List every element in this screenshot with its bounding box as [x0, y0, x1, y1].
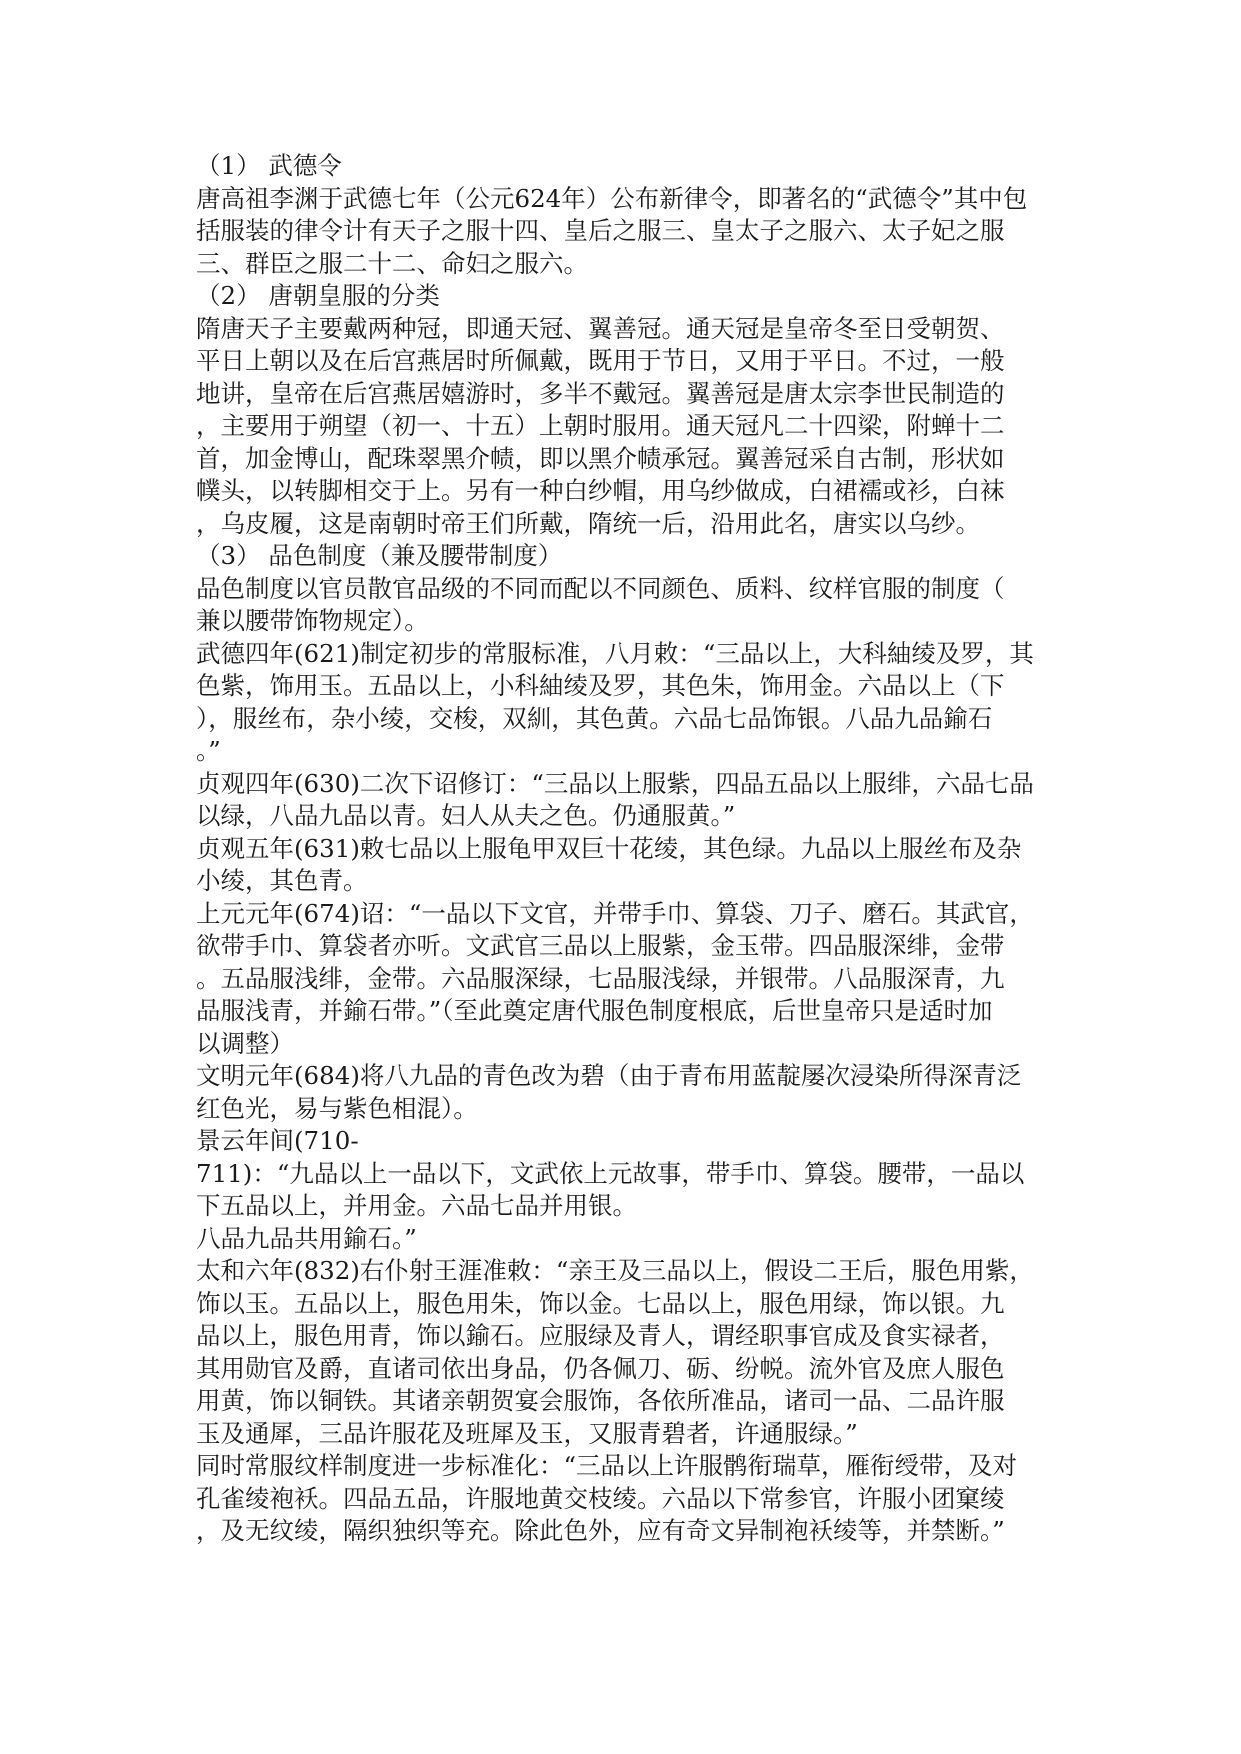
- text-line: 以调整）: [196, 1028, 294, 1058]
- text-line: 太和六年(832)右仆射王涯准敕：“亲王及三品以上，假设二王后，服色用紫，: [196, 1256, 1034, 1285]
- text-line: ），服丝布，杂小绫，交梭，双紃，其色黄。六品七品饰银。八品九品鍮石: [196, 703, 993, 733]
- text-line: 玉及通犀，三品许服花及班犀及玉，又服青碧者，许通服绿。”: [196, 1418, 858, 1448]
- text-line: 欲带手巾、算袋者亦听。文武官三品以上服紫，金玉带。四品服深绯，金带: [196, 931, 1005, 960]
- text-line: 幞头，以转脚相交于上。另有一种白纱帽，用乌纱做成，白裙襦或衫，白袜: [196, 476, 1005, 505]
- text-line: 贞观四年(630)二次下诏修订：“三品以上服紫，四品五品以上服绯，六品七品: [196, 768, 1034, 798]
- text-line: 。五品服浅绯，金带。六品服深绿，七品服浅绿，并银带。八品服深青，九: [196, 963, 1005, 993]
- text-line: ，及无纹绫，隔织独织等充。除此色外，应有奇文异制袍袄绫等，并禁断。”: [196, 1516, 1005, 1545]
- text-line: 品服浅青，并鍮石带。”（至此奠定唐代服色制度根底，后世皇帝只是适时加: [196, 996, 993, 1025]
- text-line: 红色光，易与紫色相混）。: [196, 1093, 478, 1123]
- text-line: 贞观五年(631)敕七品以上服龟甲双巨十花绫，其色绿。九品以上服丝布及杂: [196, 833, 1022, 863]
- section-heading-wude-ling: （1） 武德令: [196, 151, 342, 180]
- text-line: 唐高祖李渊于武德七年（公元624年）公布新律令，即著名的“武德令”其中包: [196, 183, 1028, 213]
- text-line: 饰以玉。五品以上，服色用朱，饰以金。七品以上，服色用绿，饰以银。九: [196, 1288, 1005, 1318]
- text-line: 平日上朝以及在后宫燕居时所佩戴，既用于节日，又用于平日。不过，一般: [196, 346, 1005, 375]
- text-line: 。”: [196, 736, 221, 765]
- text-line: 孔雀绫袍袄。四品五品，许服地黄交枝绫。六品以下常参官，许服小团窠绫: [196, 1483, 1005, 1513]
- text-line: 下五品以上，并用金。六品七品并用银。: [196, 1191, 637, 1220]
- text-line: 景云年间(710-: [196, 1126, 359, 1155]
- text-line: 品色制度以官员散官品级的不同而配以不同颜色、质料、纹样官服的制度（: [196, 573, 1005, 603]
- text-line: ，主要用于朔望（初一、十五）上朝时服用。通天冠凡二十四梁，附蝉十二: [196, 411, 1005, 440]
- text-line: 色紫，饰用玉。五品以上，小科紬绫及罗，其色朱，饰用金。六品以上（下: [196, 671, 1005, 700]
- text-line: 三、群臣之服二十二、命妇之服六。: [196, 248, 588, 278]
- text-line: 以绿，八品九品以青。妇人从夫之色。仍通服黄。”: [196, 801, 736, 830]
- document-body: [196, 150, 1056, 1548]
- text-line: 隋唐天子主要戴两种冠，即通天冠、翼善冠。通天冠是皇帝冬至日受朝贺、: [196, 313, 1005, 343]
- text-line: 武德四年(621)制定初步的常服标准，八月敕：“三品以上，大科紬绫及罗，其: [196, 638, 1034, 668]
- section-heading-color-system: （3） 品色制度（兼及腰带制度）: [196, 541, 563, 570]
- text-line: 品以上，服色用青，饰以鍮石。应服绿及青人，谓经职事官成及食实禄者，: [196, 1321, 1005, 1350]
- text-line: 小绫，其色青。: [196, 866, 368, 895]
- text-line: 括服装的律令计有天子之服十四、皇后之服三、皇太子之服六、太子妃之服: [196, 216, 1005, 245]
- text-line: 兼以腰带饰物规定）。: [196, 606, 429, 635]
- text-line: 用黄，饰以铜铁。其诸亲朝贺宴会服饰，各依所准品，诸司一品、二品许服: [196, 1386, 1005, 1415]
- text-line: 上元元年(674)诏：“一品以下文官，并带手巾、算袋、刀子、磨石。其武官，: [196, 898, 1034, 928]
- text-line: 八品九品共用鍮石。”: [196, 1223, 417, 1253]
- text-line: 地讲，皇帝在后宫燕居嬉游时，多半不戴冠。翼善冠是唐太宗李世民制造的: [196, 378, 1005, 408]
- text-line: 文明元年(684)将八九品的青色改为碧（由于青布用蓝靛屡次浸染所得深青泛: [196, 1061, 1022, 1090]
- text-line: ，乌皮履，这是南朝时帝王们所戴，隋统一后，沿用此名，唐实以乌纱。: [196, 508, 980, 538]
- text-line: 首，加金博山，配珠翠黑介帻，即以黑介帻承冠。翼善冠采自古制，形状如: [196, 443, 1005, 473]
- text-line: 同时常服纹样制度进一步标准化：“三品以上许服鹘衔瑞草，雁衔绶带，及对: [196, 1451, 1018, 1480]
- text-line: 711)：“九品以上一品以下，文武依上元故事，带手巾、算袋。腰带，一品以: [196, 1158, 1025, 1188]
- section-heading-imperial-dress: （2） 唐朝皇服的分类: [196, 281, 440, 310]
- text-line: 其用勋官及爵，直诸司依出身品，仍各佩刀、砺、纷帨。流外官及庶人服色: [196, 1353, 1005, 1383]
